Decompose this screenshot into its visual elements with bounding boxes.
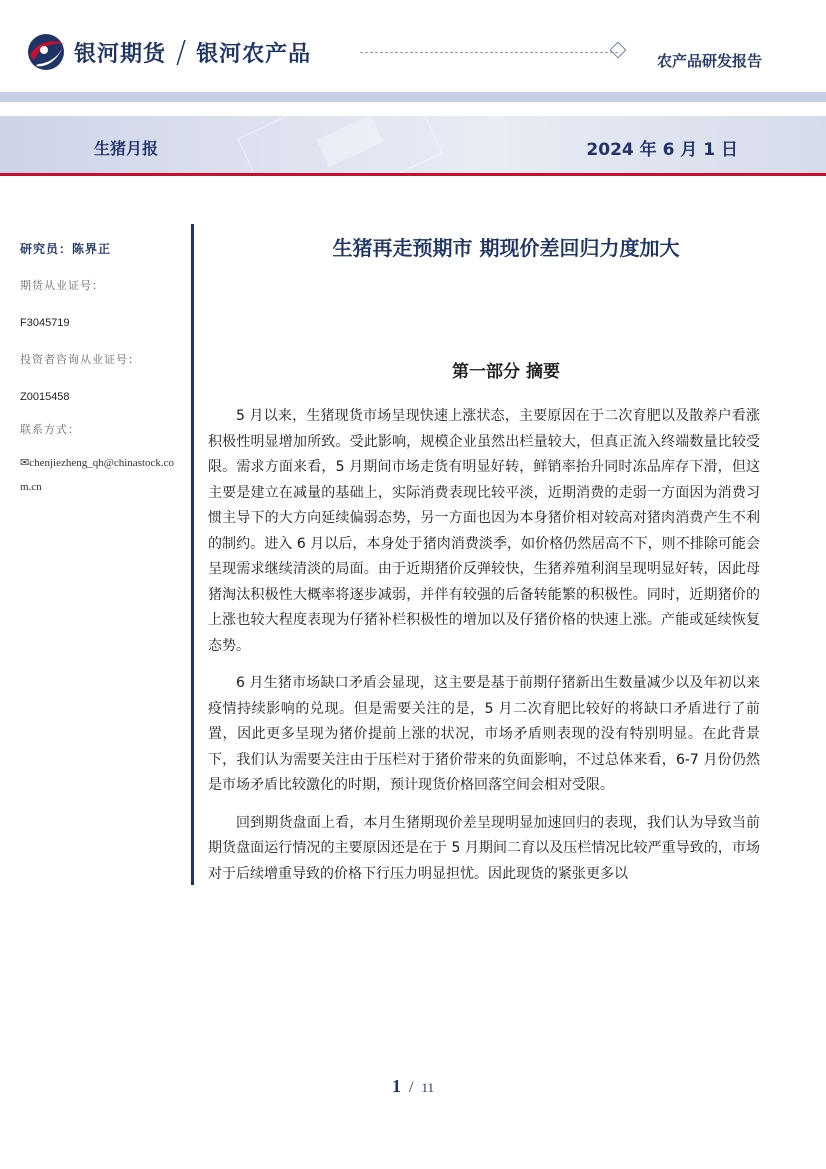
contact-label: 联系方式： [20, 423, 80, 436]
brand-subsidiary: 银河农产品 [196, 41, 312, 67]
header-band [0, 92, 826, 102]
total-pages: 11 [421, 1080, 434, 1095]
paragraph: 回到期货盘面上看，本月生猪期现价差呈现明显加速回归的表现，我们认为导致当前期货盘面运行情况的主要原因还是在于 5 月期间二育以及压栏情况比较严重导致的，市场对于后续增重导致的价格下行压力明显担忧。因此现货的紧张更多以 [208, 814, 760, 882]
sidebar-divider [191, 224, 194, 885]
report-date: 2024 年 6 月 1 日 [586, 140, 738, 160]
page-number [0, 1076, 826, 1097]
report-type: 农产品研发报告 [656, 52, 762, 70]
paragraph: 6 月生猪市场缺口矛盾会显现，这主要是基于前期仔猪新出生数量减少以及年初以来疫情持续影响的兑现。但是需要关注的是，5 月二次育肥比较好的将缺口矛盾进行了前置，因此更多呈现为猪价提前上涨的状况，市场矛盾则表现的没有特别明显。在此背景下，我们认为需要关注由于压栏对于猪价带来的负面影响，不过总体来看，6-7 月份仍然是市场矛盾比较激化的时期，预计现货价格回落空间会相对受限。 [208, 675, 760, 793]
galaxy-logo-icon [24, 30, 68, 74]
brand-separator: / [176, 34, 187, 70]
header-dashed-rule [360, 52, 618, 53]
brand-logo-area [24, 30, 311, 74]
advisor-cert-label: 投资者咨询从业证号： [20, 353, 140, 366]
author-sidebar [20, 240, 180, 499]
contact-email[interactable] [20, 451, 180, 499]
mail-icon: ✉ [20, 457, 30, 469]
researcher-name: 研究员：陈界正 [20, 242, 112, 256]
report-series: 生猪月报 [94, 139, 159, 158]
futures-cert-number: F3045719 [20, 317, 70, 329]
diamond-icon [610, 42, 627, 59]
header-band-gap [0, 102, 826, 114]
brand-name: 银河期货 [74, 41, 167, 67]
advisor-cert-number: Z0015458 [20, 391, 70, 403]
current-page: 1 [392, 1076, 401, 1096]
report-title: 生猪再走预期市 期现价差回归力度加大 [332, 236, 680, 260]
header-red-rule [0, 173, 826, 176]
futures-cert-label: 期货从业证号： [20, 279, 104, 292]
email-address[interactable]: chenjiezheng_qh@chinastock.com.cn [20, 457, 175, 493]
summary-body [208, 404, 760, 899]
paragraph: 5 月以来，生猪现货市场呈现快速上涨状态，主要原因在于二次育肥以及散养户看涨积极性明显增加所致。受此影响，规模企业虽然出栏量较大，但真正流入终端数量比较受限。需求方面来看，5 月期间市场走货有明显好转，鲜销率抬升同时冻品库存下滑，但这主要是建立在减量的基础上，实际消费表现比较平淡，近期消费的走弱一方面因为消费习惯主导下的大方向延续偏弱态势，另一方面也因为本身猪价相对较高对猪肉消费产生不利的制约。进入 6 月以后，本身处于猪肉消费淡季，如价格仍然居高不下，则不排除可能会呈现需求继续清淡的局面。由于近期猪价反弹较快，生猪养殖利润呈现明显好转，因此母猪淘汰积极性大概率将逐步减弱，并伴有较强的后备转能繁的积极性。同时，近期猪价的上涨也较大程度表现为仔猪补栏积极性的增加以及仔猪价格的快速上涨。产能或延续恢复态势。 [208, 408, 760, 654]
section-title: 第一部分 摘要 [452, 362, 560, 382]
page-separator: / [409, 1079, 414, 1096]
